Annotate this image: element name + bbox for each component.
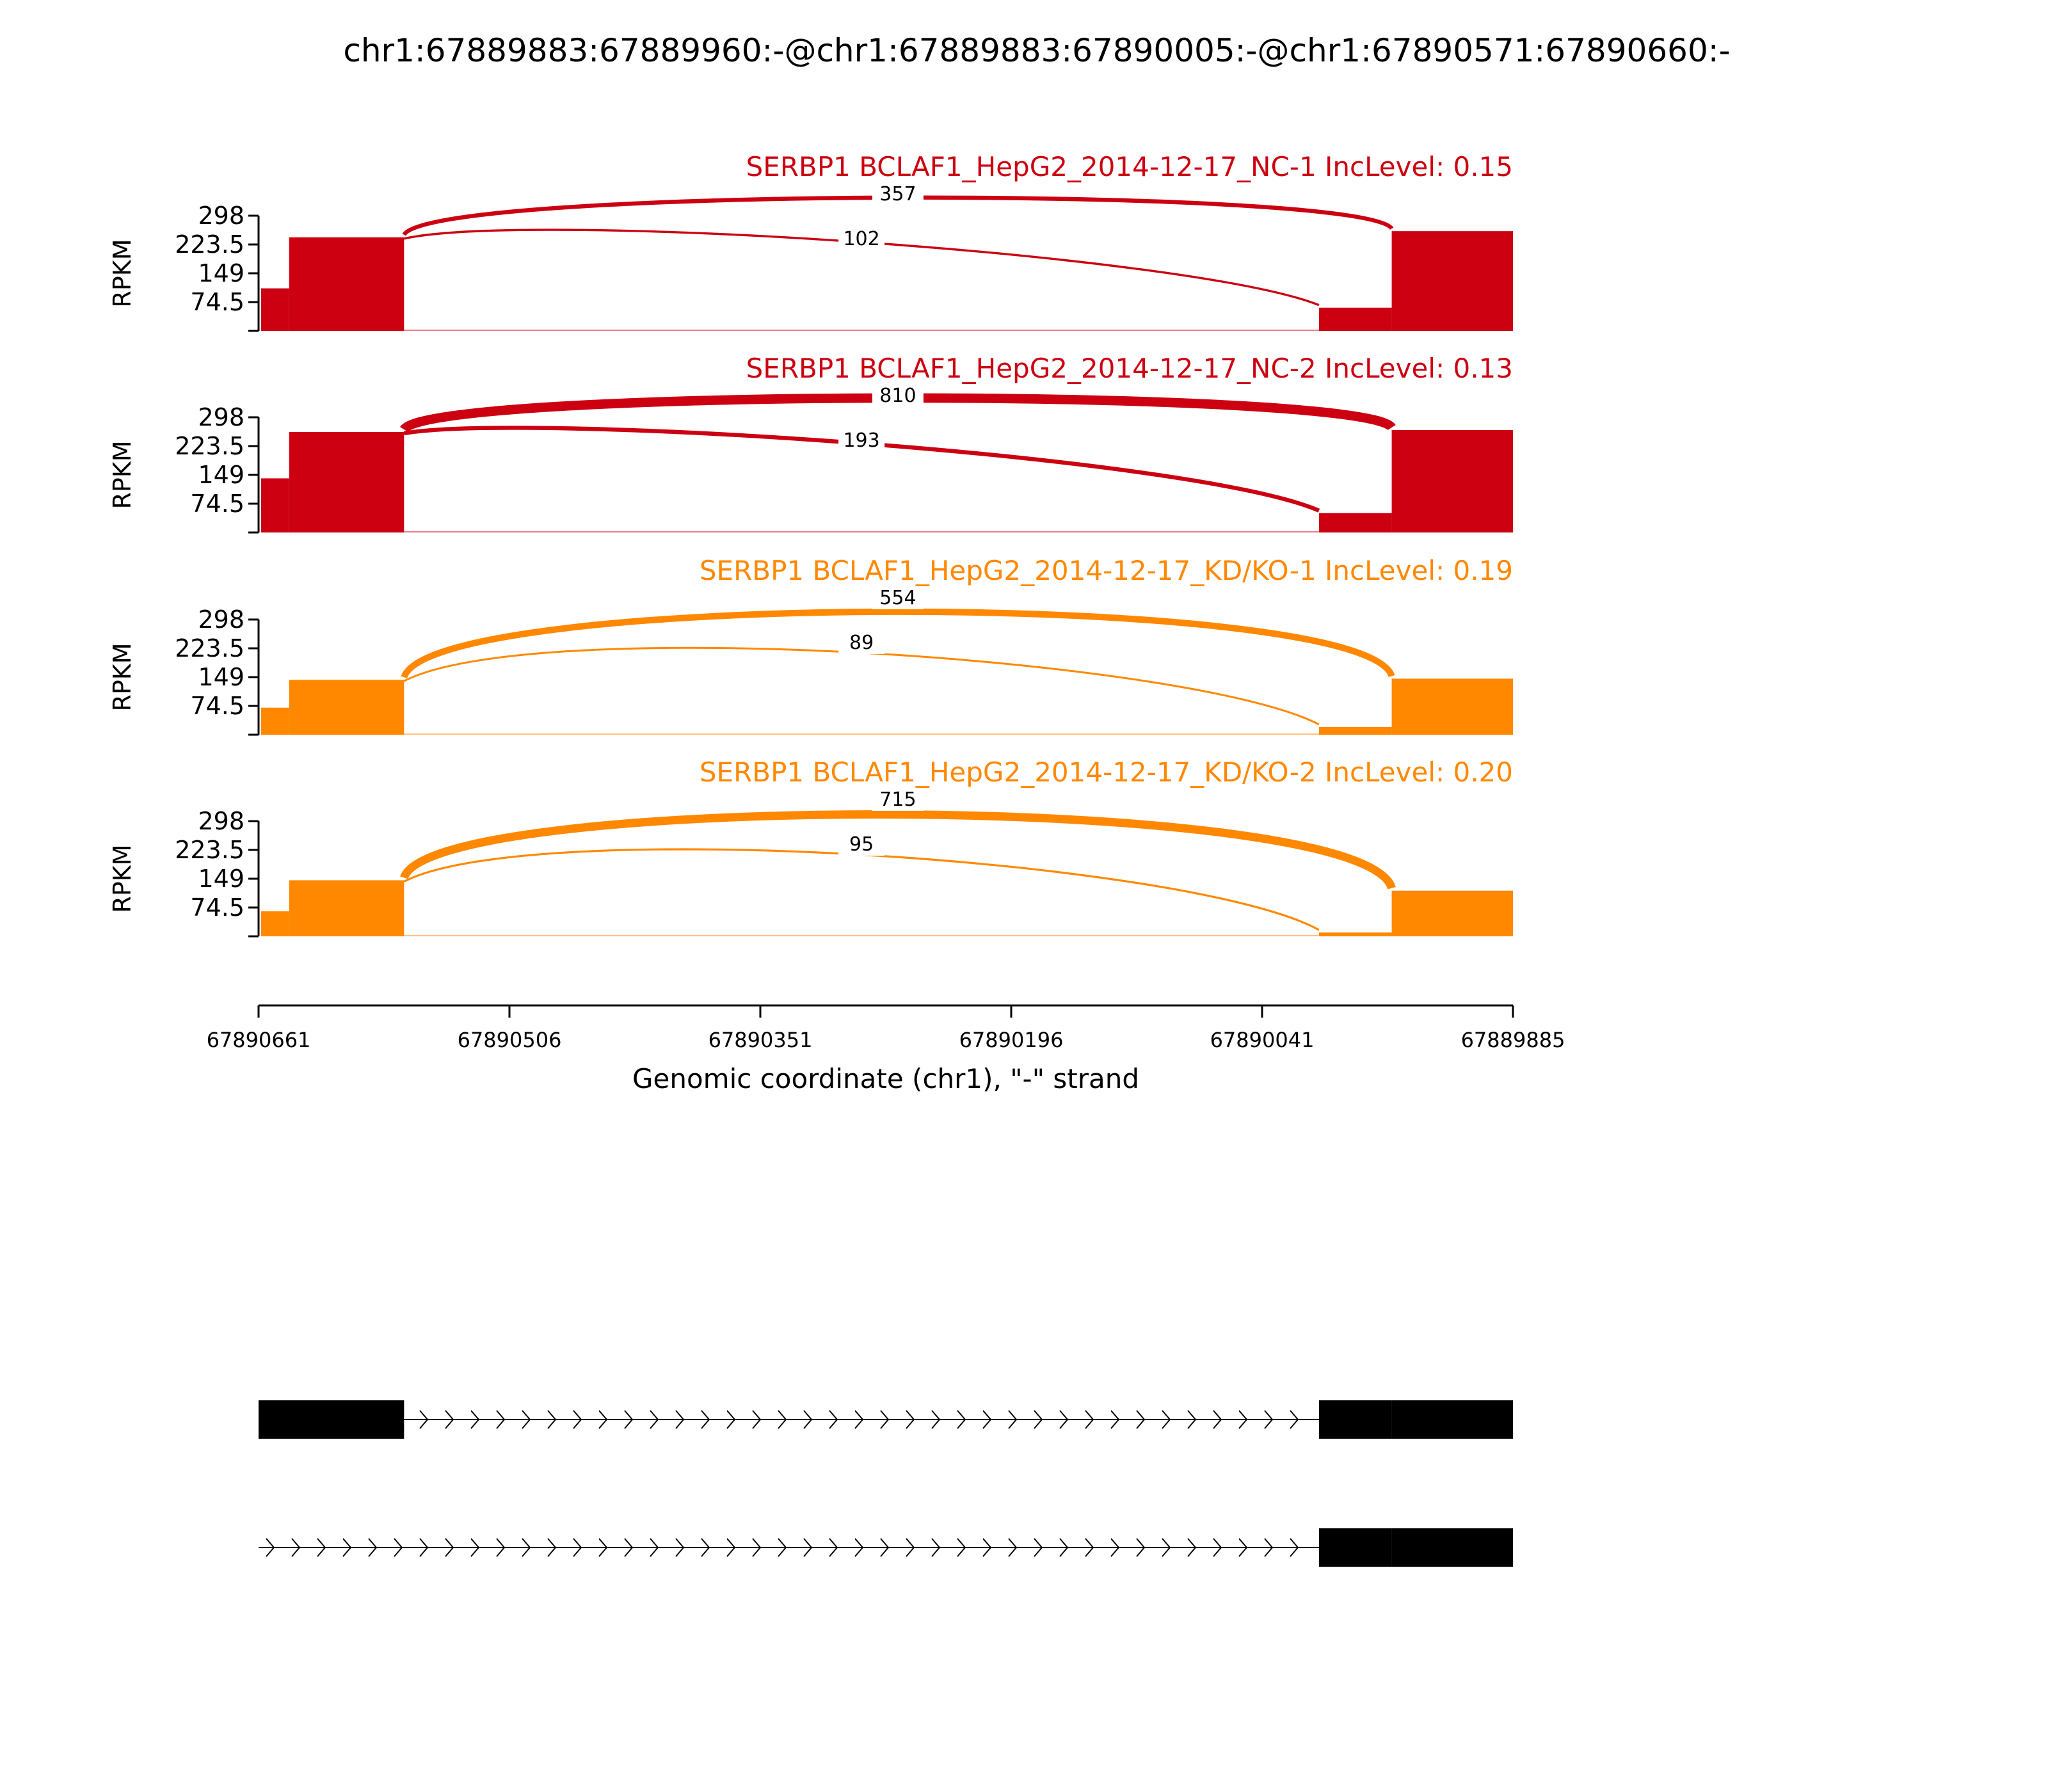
y-tick-label: 74.5 bbox=[190, 692, 244, 720]
x-axis-label: Genomic coordinate (chr1), "-" strand bbox=[632, 1063, 1140, 1094]
coverage-bar bbox=[289, 680, 404, 735]
coverage-bar bbox=[261, 478, 289, 532]
y-tick-label: 223.5 bbox=[175, 634, 244, 662]
coverage-bar bbox=[1319, 727, 1392, 735]
track-title: SERBP1 BCLAF1_HepG2_2014-12-17_NC-2 IncLevel: 0.13 bbox=[746, 353, 1513, 384]
junction-count-short: 102 bbox=[843, 228, 880, 250]
y-tick-label: 223.5 bbox=[175, 836, 244, 864]
coverage-bar bbox=[1392, 891, 1513, 936]
y-axis-label: RPKM bbox=[108, 239, 136, 308]
track-title: SERBP1 BCLAF1_HepG2_2014-12-17_KD/KO-1 IncLevel: 0.19 bbox=[699, 555, 1513, 586]
coverage-bar bbox=[261, 289, 289, 331]
exon-block bbox=[259, 1400, 404, 1439]
y-tick-label: 223.5 bbox=[175, 230, 244, 259]
junction-count-short: 89 bbox=[849, 632, 874, 654]
exon-block bbox=[1319, 1528, 1392, 1567]
coverage-bar bbox=[289, 880, 404, 936]
coverage-bar bbox=[1319, 932, 1392, 936]
y-tick-label: 74.5 bbox=[190, 288, 244, 316]
coverage-bar bbox=[1392, 678, 1513, 735]
track-title: SERBP1 BCLAF1_HepG2_2014-12-17_NC-1 IncLevel: 0.15 bbox=[746, 151, 1513, 182]
y-tick-label: 74.5 bbox=[190, 893, 244, 922]
x-tick-label: 67890196 bbox=[959, 1028, 1064, 1052]
x-tick-label: 67890041 bbox=[1210, 1028, 1315, 1052]
y-axis-label: RPKM bbox=[108, 643, 136, 712]
y-tick-label: 149 bbox=[198, 865, 244, 893]
track-title: SERBP1 BCLAF1_HepG2_2014-12-17_KD/KO-2 IncLevel: 0.20 bbox=[699, 756, 1513, 788]
coverage-bar bbox=[261, 708, 289, 735]
coverage-bar bbox=[1392, 430, 1513, 532]
y-tick-label: 74.5 bbox=[190, 490, 244, 518]
exon-block bbox=[1392, 1400, 1513, 1439]
x-tick-label: 67890351 bbox=[708, 1028, 813, 1052]
junction-count-short: 95 bbox=[849, 833, 874, 856]
y-tick-label: 223.5 bbox=[175, 432, 244, 460]
junction-count-long: 554 bbox=[879, 587, 916, 609]
y-tick-label: 298 bbox=[198, 403, 244, 431]
coverage-bar bbox=[1319, 308, 1392, 331]
y-tick-label: 149 bbox=[198, 663, 244, 691]
y-tick-label: 298 bbox=[198, 605, 244, 634]
coverage-bar bbox=[289, 432, 404, 532]
coverage-bar bbox=[1319, 513, 1392, 532]
y-axis-label: RPKM bbox=[108, 844, 136, 913]
junction-count-long: 810 bbox=[879, 385, 916, 407]
exon-block bbox=[1319, 1400, 1392, 1439]
y-tick-label: 298 bbox=[198, 202, 244, 230]
y-axis-label: RPKM bbox=[108, 440, 136, 509]
y-tick-label: 298 bbox=[198, 807, 244, 835]
junction-count-long: 715 bbox=[879, 788, 916, 811]
y-tick-label: 149 bbox=[198, 461, 244, 489]
junction-count-short: 193 bbox=[843, 429, 880, 452]
chart-title: chr1:67889883:67889960:-@chr1:67889883:67890005:-@chr1:67890571:67890660:- bbox=[343, 32, 1731, 69]
x-tick-label: 67890506 bbox=[457, 1028, 562, 1052]
coverage-bar bbox=[1392, 231, 1513, 331]
junction-count-long: 357 bbox=[879, 183, 916, 205]
y-tick-label: 149 bbox=[198, 259, 244, 287]
coverage-bar bbox=[261, 911, 289, 936]
coverage-bar bbox=[289, 237, 404, 331]
x-tick-label: 67889885 bbox=[1460, 1028, 1565, 1052]
exon-block bbox=[1392, 1528, 1513, 1567]
x-tick-label: 67890661 bbox=[206, 1028, 311, 1052]
